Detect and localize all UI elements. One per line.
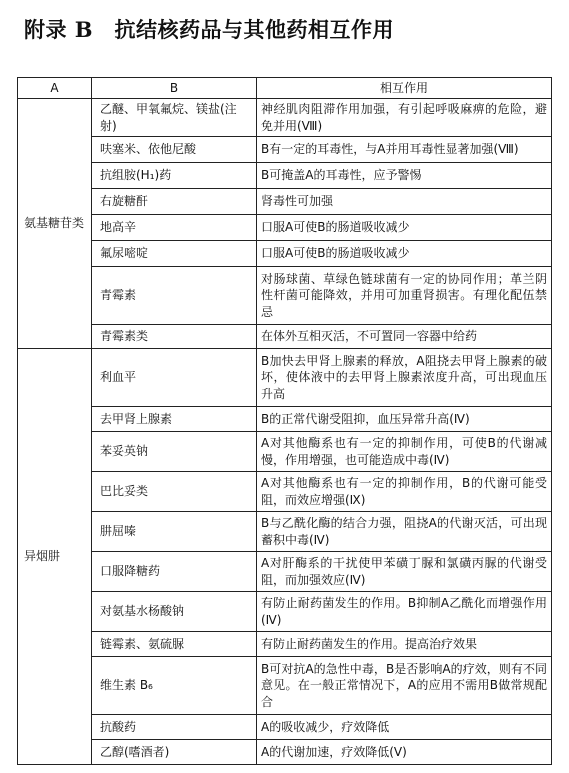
interaction-text: A对肝酶系的干扰使甲苯磺丁脲和氯磺丙脲的代谢受阻，而加强效应(Ⅳ) [257,552,552,592]
drug-b: 乙醚、甲氧氟烷、镁盐(注射) [92,99,257,137]
table-row [18,552,552,592]
header-interaction: 相互作用 [257,78,552,99]
group-a-label: 氨基糖苷类 [18,99,92,349]
interaction-text: B可掩盖A的耳毒性，应予警惕 [257,163,552,189]
table-row [18,512,552,552]
drug-b: 利血平 [92,349,257,407]
drug-b: 地高辛 [92,215,257,241]
interaction-text: B加快去甲肾上腺素的释放，A阻挠去甲肾上腺素的破坏，使体液中的去甲肾上腺素浓度升高，可出现血压升高 [257,349,552,407]
drug-b: 乙醇(嗜酒者) [92,740,257,765]
table-row [18,657,552,715]
interaction-text: A的吸收减少，疗效降低 [257,715,552,740]
table-row [18,632,552,657]
interaction-text: 在体外互相灭活，不可置同一容器中给药 [257,325,552,349]
drug-b: 抗组胺(H₁)药 [92,163,257,189]
drug-b: 青霉素 [92,267,257,325]
drug-b: 呋塞米、依他尼酸 [92,137,257,163]
drug-b: 链霉素、氨硫脲 [92,632,257,657]
drug-b: 肼屈嗪 [92,512,257,552]
drug-b: 苯妥英钠 [92,432,257,472]
table-row [18,137,552,163]
drug-b: 维生素 B₆ [92,657,257,715]
header-b: B [92,78,257,99]
table-row [18,715,552,740]
drug-b: 口服降糖药 [92,552,257,592]
interaction-text: 有防止耐药菌发生的作用。提高治疗效果 [257,632,552,657]
drug-b: 去甲肾上腺素 [92,407,257,432]
table-row [18,472,552,512]
interaction-table [17,77,552,765]
table-row [18,163,552,189]
interaction-text: 口服A可使B的肠道吸收减少 [257,215,552,241]
group-a-label: 异烟肼 [18,349,92,765]
interaction-text: B与乙酰化酶的结合力强，阻挠A的代谢灭活，可出现蓄积中毒(Ⅳ) [257,512,552,552]
interaction-text: 有防止耐药菌发生的作用。B抑制A乙酰化而增强作用(Ⅳ) [257,592,552,632]
table-row [18,189,552,215]
table-row [18,99,552,137]
drug-b: 巴比妥类 [92,472,257,512]
interaction-text: B有一定的耳毒性，与A并用耳毒性显著加强(Ⅷ) [257,137,552,163]
table-row [18,241,552,267]
interaction-text: A对其他酶系也有一定的抑制作用，可使B的代谢减慢，作用增强，也可能造成中毒(Ⅳ) [257,432,552,472]
table-row [18,407,552,432]
drug-b: 抗酸药 [92,715,257,740]
header-a: A [18,78,92,99]
drug-b: 对氨基水杨酸钠 [92,592,257,632]
interaction-text: B可对抗A的急性中毒，B是否影响A的疗效，则有不同意见。在一般正常情况下，A的应用不需用B做常规配合 [257,657,552,715]
drug-b: 青霉素类 [92,325,257,349]
interaction-text: 对肠球菌、草绿色链球菌有一定的协同作用；革兰阴性杆菌可能降效，并用可加重肾损害。有理化配伍禁忌 [257,267,552,325]
drug-b: 右旋糖酐 [92,189,257,215]
interaction-text: B的正常代谢受阻抑，血压异常升高(Ⅳ) [257,407,552,432]
page-title: 附录 B 抗结核药品与其他药相互作用 [24,17,395,42]
table-row [18,740,552,765]
table-row [18,592,552,632]
table-row [18,267,552,325]
drug-b: 氟尿嘧啶 [92,241,257,267]
interaction-text: 神经肌肉阻滞作用加强，有引起呼吸麻痹的危险，避免并用(Ⅷ) [257,99,552,137]
table-row [18,349,552,407]
interaction-text: A的代谢加速，疗效降低(Ⅴ) [257,740,552,765]
interaction-text: 肾毒性可加强 [257,189,552,215]
interaction-text: A对其他酶系也有一定的抑制作用，B的代谢可能受阻，而效应增强(Ⅸ) [257,472,552,512]
table-row [18,215,552,241]
table-header-row [18,78,552,99]
interaction-text: 口服A可使B的肠道吸收减少 [257,241,552,267]
table-row [18,432,552,472]
table-row [18,325,552,349]
